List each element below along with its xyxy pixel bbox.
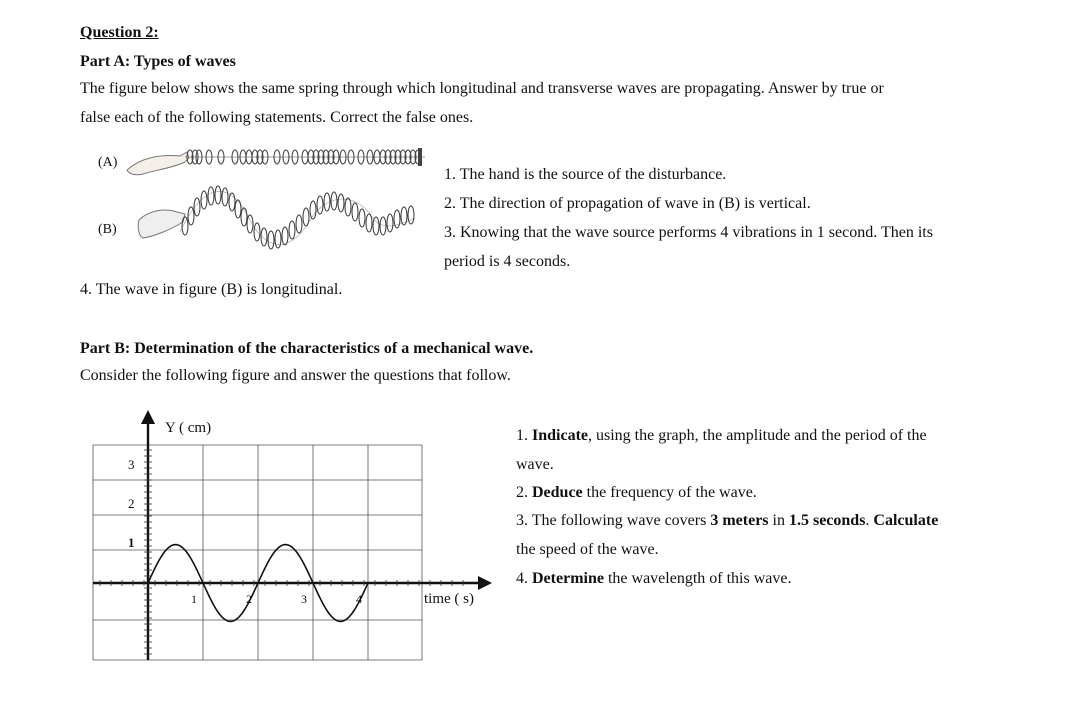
graph-grid <box>93 445 422 660</box>
statement-3-line-1: 3. Knowing that the wave source performs 4 vibrations in 1 second. Then its <box>444 224 933 241</box>
x-tick-label: 2 <box>246 592 252 606</box>
part-b-intro: Consider the following figure and answer the questions that follow. <box>80 367 511 384</box>
part-a-intro-1: The figure below shows the same spring through which longitudinal and transverse waves are propagating. Answer by true or <box>80 80 884 97</box>
part-a-intro-2: false each of the following statements. Correct the false ones. <box>80 109 474 126</box>
x-axis-label: time ( s) <box>424 591 474 607</box>
question-b1-line-2: wave. <box>516 456 554 473</box>
question-b4: 4. Determine the wavelength of this wave. <box>516 570 792 587</box>
question-b3-line-2: the speed of the wave. <box>516 541 659 558</box>
part-a-heading: Part A: Types of waves <box>80 53 236 70</box>
x-tick-label: 3 <box>301 592 307 606</box>
y-tick-label: 2 <box>128 496 135 511</box>
x-tick-label: 4 <box>356 592 362 606</box>
x-tick-label: 1 <box>191 592 197 606</box>
statement-2: 2. The direction of propagation of wave in (B) is vertical. <box>444 195 811 212</box>
question-title: Question 2: <box>80 24 159 41</box>
y-axis-arrow <box>141 410 155 424</box>
y-axis-label: Y ( cm) <box>165 420 212 436</box>
question-b3-line-1: 3. The following wave covers 3 meters in 1.5 seconds. Calculate <box>516 512 939 529</box>
graph-ticks <box>100 450 463 654</box>
question-b1-line-1: 1. Indicate, using the graph, the amplitude and the period of the <box>516 427 927 444</box>
part-b-heading: Part B: Determination of the characteristics of a mechanical wave. <box>80 340 534 357</box>
x-axis-arrow <box>478 576 492 590</box>
statement-1: 1. The hand is the source of the disturbance. <box>444 166 727 183</box>
graph-axes <box>93 410 492 660</box>
y-tick-label: 1 <box>128 535 135 550</box>
statement-3-line-2: period is 4 seconds. <box>444 253 571 270</box>
y-tick-label: 3 <box>128 457 135 472</box>
statement-4: 4. The wave in figure (B) is longitudinal. <box>80 281 343 298</box>
figure-label-a: (A) <box>98 155 118 170</box>
question-b2: 2. Deduce the frequency of the wave. <box>516 484 757 501</box>
figure-label-b: (B) <box>98 222 117 237</box>
